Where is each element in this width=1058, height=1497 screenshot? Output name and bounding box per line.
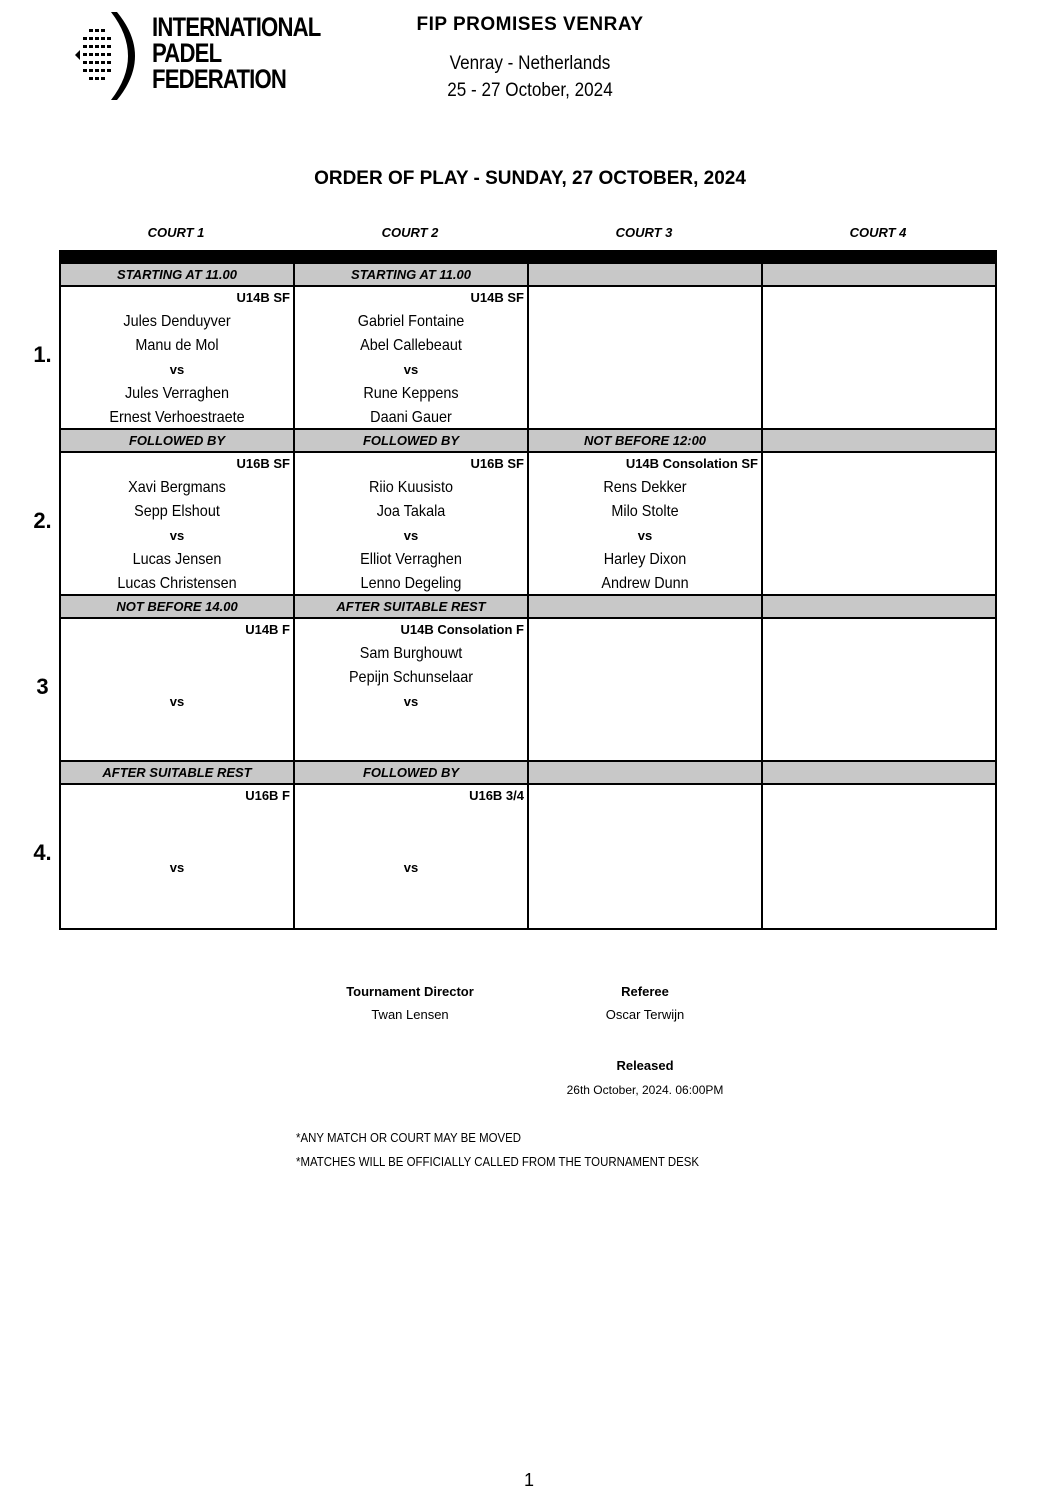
player-name: Lucas Christensen xyxy=(117,575,237,592)
player-name xyxy=(307,714,516,738)
time-header-cell: STARTING AT 11.00 xyxy=(61,264,295,285)
time-header-cell: STARTING AT 11.00 xyxy=(295,264,529,285)
order-of-play-title: ORDER OF PLAY - SUNDAY, 27 OCTOBER, 2024 xyxy=(314,168,746,189)
match-category xyxy=(529,786,761,808)
player-name: Rune Keppens xyxy=(363,385,459,402)
match-category: U16B SF xyxy=(236,456,290,471)
director-label: Tournament Director xyxy=(346,984,474,999)
match-row xyxy=(61,287,995,430)
time-header-cell xyxy=(529,596,763,617)
player-name: Joa Takala xyxy=(376,503,446,520)
match-order-label: 4. xyxy=(33,840,52,865)
court-header: COURT 2 xyxy=(381,225,439,240)
player-name xyxy=(73,642,282,666)
player-name: Abel Callebeaut xyxy=(360,337,462,354)
match-order-label: 3 xyxy=(36,674,49,699)
match-category: U16B SF xyxy=(470,456,524,471)
time-header-cell xyxy=(529,762,763,783)
player-name: Lucas Jensen xyxy=(132,551,222,568)
match-category xyxy=(763,786,995,808)
player-name xyxy=(307,738,516,762)
player-name xyxy=(73,738,282,762)
page-number: 1 xyxy=(523,1470,534,1490)
player-name xyxy=(73,880,282,904)
match-cell xyxy=(529,453,763,594)
time-header-cell: FOLLOWED BY xyxy=(295,430,529,451)
player-name: Harley Dixon xyxy=(603,551,687,568)
match-cell xyxy=(295,785,529,928)
time-header-row xyxy=(61,430,995,453)
match-cell xyxy=(529,287,763,428)
player-name: Manu de Mol xyxy=(135,337,219,354)
court-header: COURT 1 xyxy=(147,225,205,240)
player-name: Andrew Dunn xyxy=(601,575,689,592)
player-name: Riio Kuusisto xyxy=(368,479,454,496)
match-cell xyxy=(763,785,995,928)
tournament-location: Venray - Netherlands xyxy=(449,53,611,74)
time-header-cell: AFTER SUITABLE REST xyxy=(61,762,295,783)
tournament-title: FIP PROMISES VENRAY xyxy=(416,14,644,35)
time-header-row xyxy=(61,762,995,785)
player-name: Xavi Bergmans xyxy=(128,479,226,496)
footer-note: *ANY MATCH OR COURT MAY BE MOVED xyxy=(296,1130,522,1145)
match-cell xyxy=(61,453,295,594)
match-cell xyxy=(295,619,529,760)
vs-label: vs xyxy=(403,362,419,377)
time-header-row xyxy=(61,596,995,619)
match-order-label: 2. xyxy=(33,508,52,533)
released-value: 26th October, 2024. 06:00PM xyxy=(566,1083,724,1097)
match-cell xyxy=(763,619,995,760)
match-cell xyxy=(529,619,763,760)
time-header-cell xyxy=(763,430,995,451)
vs-label: vs xyxy=(169,694,185,709)
match-category: U14B SF xyxy=(236,290,290,305)
time-header-cell: FOLLOWED BY xyxy=(61,430,295,451)
time-header-cell: NOT BEFORE 12:00 xyxy=(529,430,763,451)
time-header-cell xyxy=(763,762,995,783)
vs-label: vs xyxy=(637,528,653,543)
player-name: Rens Dekker xyxy=(603,479,687,496)
logo-line: INTERNATIONAL xyxy=(152,12,321,42)
table-top-bar xyxy=(59,250,997,264)
player-name: Elliot Verraghen xyxy=(360,551,462,568)
player-name: Jules Denduyver xyxy=(123,313,231,330)
match-category: U14B F xyxy=(245,622,290,637)
match-cell xyxy=(763,287,995,428)
player-name xyxy=(307,808,516,832)
director-name: Twan Lensen xyxy=(371,1007,449,1022)
court-header: COURT 4 xyxy=(849,225,907,240)
released-label: Released xyxy=(616,1058,674,1073)
time-header-cell xyxy=(763,596,995,617)
match-category: U14B Consolation SF xyxy=(625,456,758,471)
footer-note: *MATCHES WILL BE OFFICIALLY CALLED FROM THE TOURNAMENT DESK xyxy=(296,1154,700,1169)
match-order-label: 1. xyxy=(33,342,52,367)
vs-label: vs xyxy=(169,362,185,377)
player-name: Sepp Elshout xyxy=(134,503,220,520)
court-header: COURT 3 xyxy=(615,225,673,240)
match-category: U14B Consolation F xyxy=(400,622,524,637)
player-name: Sam Burghouwt xyxy=(359,645,463,662)
match-category xyxy=(763,454,995,476)
time-header-cell: FOLLOWED BY xyxy=(295,762,529,783)
vs-label: vs xyxy=(403,694,419,709)
player-name xyxy=(73,832,282,856)
match-category: U14B SF xyxy=(470,290,524,305)
vs-label: vs xyxy=(403,860,419,875)
player-name xyxy=(73,714,282,738)
time-header-cell xyxy=(763,264,995,285)
match-row xyxy=(61,619,995,762)
match-cell xyxy=(61,619,295,760)
player-name xyxy=(73,666,282,690)
logo-line: FEDERATION xyxy=(152,64,287,94)
tournament-dates: 25 - 27 October, 2024 xyxy=(447,80,613,101)
match-row xyxy=(61,453,995,596)
player-name xyxy=(73,808,282,832)
player-name xyxy=(307,904,516,928)
match-category xyxy=(763,620,995,642)
match-cell xyxy=(61,785,295,928)
match-cell xyxy=(295,453,529,594)
match-category xyxy=(529,288,761,310)
time-header-cell: AFTER SUITABLE REST xyxy=(295,596,529,617)
vs-label: vs xyxy=(403,528,419,543)
match-category xyxy=(763,288,995,310)
referee-label: Referee xyxy=(621,984,669,999)
player-name: Milo Stolte xyxy=(611,503,679,520)
match-cell xyxy=(295,287,529,428)
logo-line: PADEL xyxy=(152,38,222,68)
time-header-cell xyxy=(529,264,763,285)
vs-label: vs xyxy=(169,528,185,543)
match-cell xyxy=(529,785,763,928)
player-name: Lenno Degeling xyxy=(360,575,462,592)
fip-logo-icon xyxy=(75,10,150,102)
player-name xyxy=(73,904,282,928)
vs-label: vs xyxy=(169,860,185,875)
logo-text xyxy=(152,14,320,92)
match-row xyxy=(61,785,995,928)
player-name xyxy=(307,880,516,904)
player-name: Ernest Verhoestraete xyxy=(109,409,245,426)
match-cell xyxy=(61,287,295,428)
player-name xyxy=(307,832,516,856)
match-category xyxy=(529,620,761,642)
player-name: Gabriel Fontaine xyxy=(357,313,465,330)
player-name: Jules Verraghen xyxy=(124,385,230,402)
player-name: Pepijn Schunselaar xyxy=(348,669,474,686)
schedule-grid xyxy=(59,264,997,930)
match-category: U16B 3/4 xyxy=(469,788,524,803)
match-category: U16B F xyxy=(245,788,290,803)
referee-name: Oscar Terwijn xyxy=(605,1007,685,1022)
time-header-row xyxy=(61,264,995,287)
time-header-cell: NOT BEFORE 14.00 xyxy=(61,596,295,617)
match-cell xyxy=(763,453,995,594)
player-name: Daani Gauer xyxy=(370,409,452,426)
